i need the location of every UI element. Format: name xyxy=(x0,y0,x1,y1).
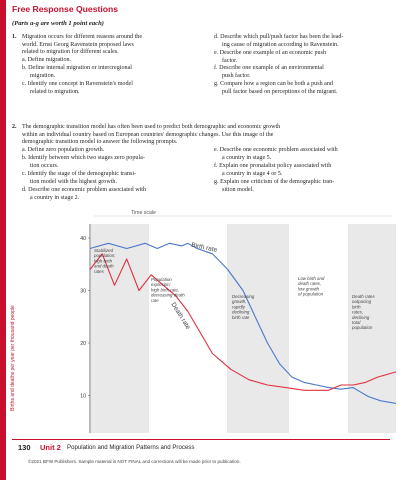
question-2-number: 2. xyxy=(12,124,17,130)
question-2-part-a: a. Define zero population growth. xyxy=(22,147,105,153)
question-2-part-b: b. Identify between which two stages zero popula- tion occurs. xyxy=(22,155,145,169)
section-title: Free Response Questions xyxy=(12,4,119,14)
stage-5-annotation: Death rates outpacing birth rates, declining total population xyxy=(352,294,375,331)
question-1 xyxy=(12,34,390,116)
y-axis-label: Births and deaths per year per thousand people xyxy=(10,305,16,411)
death-rate-label: Death rate xyxy=(169,301,192,331)
question-1-part-e: e. Describe one example of an economic push factor. xyxy=(214,50,327,64)
question-2-part-c: c. Identify the stage of the demographic transi- tion model with the highest growth. xyxy=(22,171,137,185)
unit-label: Unit 2 xyxy=(40,443,61,452)
page-number: 130 xyxy=(18,443,31,452)
question-2 xyxy=(12,124,390,201)
time-scale-label: Time scale xyxy=(131,210,156,216)
question-1-part-a: a. Define migration. xyxy=(22,57,72,63)
y-tick-label: 40 xyxy=(80,235,86,242)
demographic-transition-chart xyxy=(6,208,402,433)
question-2-part-f: f. Explain one pronatalist policy associated with a country in stage 4 or 5. xyxy=(214,163,332,177)
question-2-part-d: d. Describe one economic problem associated with a country in stage 2. xyxy=(22,187,147,201)
question-2-part-e: e. Describe one economic problem associated with a country in stage 5. xyxy=(214,147,338,161)
question-2-intro: The demographic transition model has often been used to predict both demographic and economic growth within an individual country based on European countries' demographic changes. Use this image of the demographic transition model to answer the following prompts. xyxy=(22,124,281,146)
y-tick-label: 10 xyxy=(80,393,86,400)
y-tick-label: 30 xyxy=(80,288,86,295)
stage-2-annotation: Population explosion; high birth rate, decreasing death rate xyxy=(151,277,185,303)
birth-rate-label: Birth rate xyxy=(190,241,218,254)
question-1-part-g: g. Compare how a region can be both a push and pull factor based on perceptions of the migrant. xyxy=(214,81,338,95)
stage-3-band xyxy=(227,224,289,433)
question-1-part-f: f. Describe one example of an environmental push factor. xyxy=(214,65,324,79)
points-note: (Parts a-g are worth 1 point each) xyxy=(12,20,104,27)
stage-4-annotation: Low birth and death rates, low growth of population xyxy=(298,276,325,297)
stage-3-annotation: Decreasing growth, rapidly declining birth rate xyxy=(232,294,255,320)
unit-topic: Population and Migration Patterns and Process xyxy=(67,444,195,451)
question-1-part-b: b. Define internal migration or intercregional migration. xyxy=(22,65,132,79)
question-2-part-g: g. Explain one criticism of the demographic tran- sition model. xyxy=(214,179,335,193)
y-tick-label: 20 xyxy=(80,340,86,347)
stage-1-annotation: Stabilized population; high birth and death rates xyxy=(94,248,116,274)
question-1-intro: Migration occurs for different reasons around the world. Ernst Georg Ravenstein proposed laws related to migration for different scales. xyxy=(22,34,143,56)
copyright-notice: ©2021 BFW Publishers. Sample material is NOT FINAL and corrections will be made prior to publication. xyxy=(28,459,241,464)
question-1-part-d: d. Describe which pull/push factor has been the lead- ing cause of migration according to Ravenstein. xyxy=(214,34,344,48)
question-1-part-c: c. Identify one concept in Ravenstein's model related to migration. xyxy=(22,81,133,95)
footer-rule xyxy=(12,439,390,440)
question-1-number: 1. xyxy=(12,34,17,40)
